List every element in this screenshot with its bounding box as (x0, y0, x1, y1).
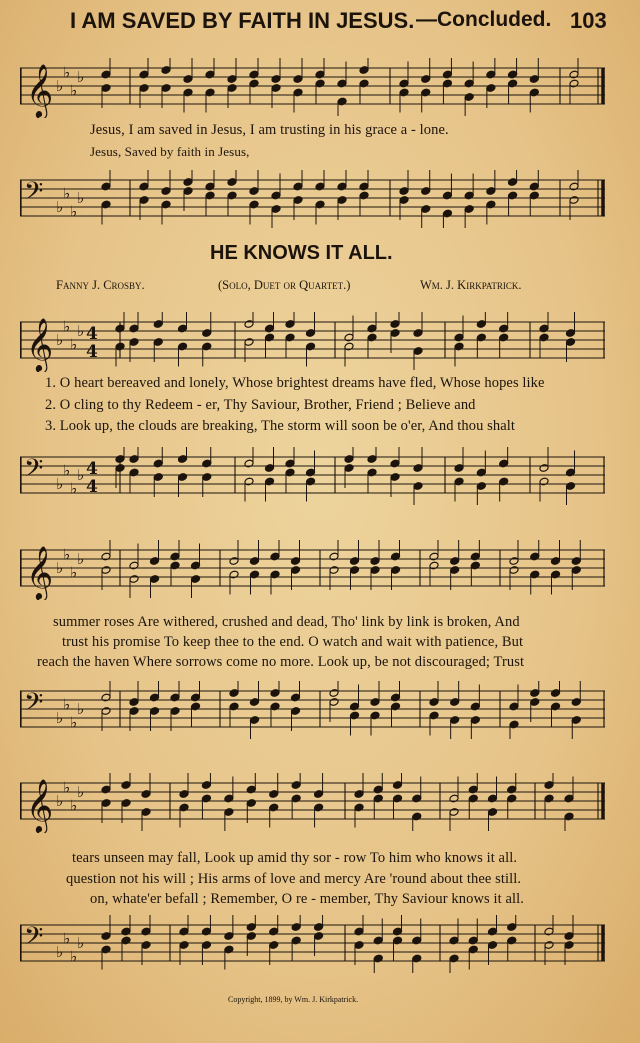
time-signature: 4 (86, 477, 98, 497)
composer-credit: Wm. J. Kirkpatrick. (420, 278, 522, 292)
treble-staff-4 (20, 773, 605, 833)
flat-icon: ♭ (77, 700, 85, 718)
flat-icon: ♭ (70, 202, 78, 221)
page-number: 103 (570, 8, 607, 33)
treble-staff-1 (20, 58, 605, 118)
flat-icon: ♭ (77, 68, 85, 86)
bass-clef-icon: 𝄢 (24, 922, 44, 957)
lyric-line: Jesus, I am saved in Jesus, I am trusting in his grace a - lone. (90, 122, 449, 138)
copyright-notice: Copyright, 1899, by Wm. J. Kirkpatrick. (228, 995, 359, 1004)
flat-icon: ♭ (63, 461, 71, 480)
flat-icon: ♭ (56, 77, 64, 95)
verse-line: trust his promise To keep thee to the end. O watch and wait with patience, But (62, 634, 524, 650)
bass-clef-icon: 𝄢 (24, 454, 44, 489)
treble-staff-2 (20, 312, 605, 372)
bass-clef-icon: 𝄢 (24, 177, 44, 212)
flat-icon: ♭ (63, 929, 71, 948)
treble-clef-icon: 𝄞 (26, 545, 54, 599)
flat-icon: ♭ (77, 189, 85, 207)
concluded-label: —Concluded. (416, 8, 552, 31)
flat-icon: ♭ (70, 796, 78, 815)
treble-clef-icon: 𝄞 (26, 317, 54, 371)
flat-icon: ♭ (63, 63, 71, 82)
flat-icon: ♭ (70, 479, 78, 498)
flat-icon: ♭ (70, 563, 78, 582)
flat-icon: ♭ (63, 545, 71, 564)
time-signature: 4 (86, 324, 98, 344)
flat-icon: ♭ (63, 778, 71, 797)
author-credit: Fanny J. Crosby. (56, 278, 145, 292)
flat-icon: ♭ (56, 331, 64, 349)
flat-icon: ♭ (63, 184, 71, 203)
verse-line: 1. O heart bereaved and lonely, Whose brightest dreams have fled, Whose hopes like (45, 375, 545, 391)
bass-staff-2 (20, 447, 605, 507)
bass-clef-icon: 𝄢 (24, 688, 44, 723)
lyric-line: Jesus, Saved by faith in Jesus, (90, 144, 250, 159)
verse-line: summer roses Are withered, crushed and dead, Tho' link by link is broken, And (53, 614, 520, 630)
verse-line: on, whate'er befall ; Remember, O re - member, Thy Saviour knows it all. (90, 891, 525, 907)
flat-icon: ♭ (77, 783, 85, 801)
flat-icon: ♭ (70, 81, 78, 100)
flat-icon: ♭ (70, 713, 78, 732)
flat-icon: ♭ (63, 317, 71, 336)
flat-icon: ♭ (77, 322, 85, 340)
flat-icon: ♭ (77, 550, 85, 568)
bass-staff-4 (20, 915, 605, 975)
time-signature: 4 (86, 459, 98, 479)
flat-icon: ♭ (70, 947, 78, 966)
flat-icon: ♭ (56, 198, 64, 216)
hymn-title: HE KNOWS IT ALL. (210, 242, 393, 264)
time-signature: 4 (86, 342, 98, 362)
treble-clef-icon: 𝄞 (26, 778, 54, 832)
arrangement-note: (Solo, Duet or Quartet.) (218, 278, 351, 292)
flat-icon: ♭ (56, 559, 64, 577)
treble-staff-3 (20, 540, 605, 600)
verse-line: 2. O cling to thy Redeem - er, Thy Saviour, Brother, Friend ; Believe and (45, 397, 476, 413)
verse-line: 3. Look up, the clouds are breaking, The storm will soon be o'er, And thou shalt (45, 418, 516, 434)
flat-icon: ♭ (56, 709, 64, 727)
flat-icon: ♭ (77, 934, 85, 952)
continued-hymn-title: I AM SAVED BY FAITH IN JESUS. (70, 8, 415, 33)
verse-line: tears unseen may fall, Look up amid thy sor - row To him who knows it all. (72, 850, 518, 866)
flat-icon: ♭ (56, 792, 64, 810)
bass-staff-1 (20, 170, 605, 230)
treble-clef-icon: 𝄞 (26, 63, 54, 117)
verse-line: question not his will ; His arms of love and mercy Are 'round about thee still. (66, 871, 522, 887)
bass-staff-3 (20, 681, 605, 741)
flat-icon: ♭ (56, 475, 64, 493)
flat-icon: ♭ (70, 335, 78, 354)
verse-line: reach the haven Where sorrows come no more. Look up, be not discouraged; Trust (37, 654, 525, 670)
flat-icon: ♭ (56, 943, 64, 961)
flat-icon: ♭ (63, 695, 71, 714)
flat-icon: ♭ (77, 466, 85, 484)
